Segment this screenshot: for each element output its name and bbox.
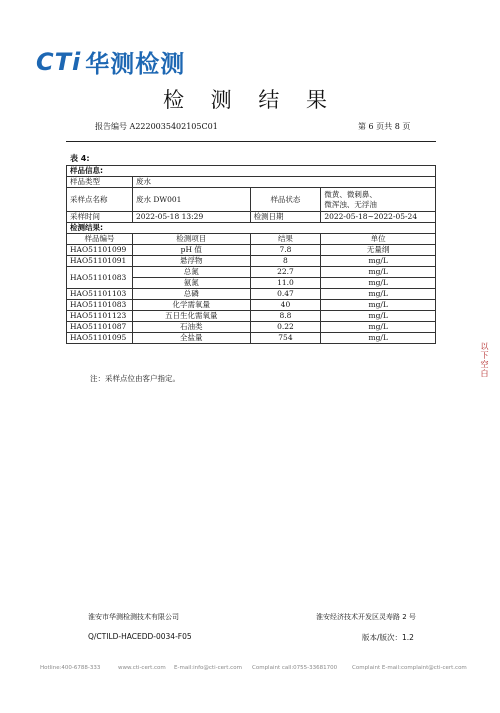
test-result: 8.8 xyxy=(250,311,321,322)
contact-email: E-mail:info@cti-cert.com xyxy=(174,665,242,671)
sample-id: HAO51101091 xyxy=(67,256,133,267)
test-result: 22.7 xyxy=(250,267,321,278)
table-row xyxy=(67,245,436,256)
results-table xyxy=(66,165,436,344)
sample-type-label: 样品类型 xyxy=(67,177,133,188)
sample-id: HAO51101083 xyxy=(67,267,133,289)
sampling-time-row xyxy=(67,212,436,223)
table-row xyxy=(67,289,436,300)
sample-point-label: 采样点名称 xyxy=(67,188,133,212)
test-unit: mg/L xyxy=(321,267,436,278)
sample-type-row xyxy=(67,177,436,188)
column-header: 样品编号 xyxy=(67,234,133,245)
table-row xyxy=(67,333,436,344)
test-item: 总氮 xyxy=(132,267,250,278)
test-item: 石油类 xyxy=(132,322,250,333)
column-header: 单位 xyxy=(321,234,436,245)
test-unit: mg/L xyxy=(321,322,436,333)
sample-id: HAO51101095 xyxy=(67,333,133,344)
logo-mark: CTi xyxy=(36,47,82,76)
table-label: 表 4: xyxy=(70,154,90,163)
table-row xyxy=(67,267,436,278)
test-result: 8 xyxy=(250,256,321,267)
sample-id: HAO51101103 xyxy=(67,289,133,300)
column-header: 检测项目 xyxy=(132,234,250,245)
footer-company: 淮安市华测检测技术有限公司 xyxy=(88,613,179,621)
test-result: 0.47 xyxy=(250,289,321,300)
test-item: 全盐量 xyxy=(132,333,250,344)
test-item: 氨氮 xyxy=(132,278,250,289)
table-row xyxy=(67,300,436,311)
sample-id: HAO51101087 xyxy=(67,322,133,333)
form-version: 版本/版次：1.2 xyxy=(362,633,414,642)
company-logo xyxy=(36,44,185,79)
sample-point-row xyxy=(67,188,436,212)
test-unit: mg/L xyxy=(321,311,436,322)
test-unit: 无量纲 xyxy=(321,245,436,256)
contact-complaint-call: Complaint call:0755-33681700 xyxy=(252,665,338,671)
column-header-row xyxy=(67,234,436,245)
sampling-time-label: 采样时间 xyxy=(67,212,133,223)
sample-state-label: 样品状态 xyxy=(250,188,321,212)
logo-name: 华测检测 xyxy=(85,50,186,78)
test-unit: mg/L xyxy=(321,278,436,289)
test-item: 总磷 xyxy=(132,289,250,300)
blank-below-mark: 以下空白 xyxy=(480,342,489,378)
table-row xyxy=(67,311,436,322)
form-number: Q/CTILD-HACEDD-0034-F05 xyxy=(88,632,192,641)
test-unit: mg/L xyxy=(321,333,436,344)
test-item: 悬浮物 xyxy=(132,256,250,267)
test-date-label: 检测日期 xyxy=(250,212,321,223)
test-result: 754 xyxy=(250,333,321,344)
test-unit: mg/L xyxy=(321,256,436,267)
test-result: 40 xyxy=(250,300,321,311)
test-result: 0.22 xyxy=(250,322,321,333)
contact-complaint-email: Complaint E-mail:complaint@cti-cert.com xyxy=(352,665,467,671)
results-header-row xyxy=(67,223,436,234)
test-item: pH 值 xyxy=(132,245,250,256)
sample-point-value: 废水 DW001 xyxy=(132,188,250,212)
table-row xyxy=(67,256,436,267)
sampling-time-value: 2022-05-18 13:29 xyxy=(132,212,250,223)
test-item: 化学需氧量 xyxy=(132,300,250,311)
sample-info-header-row xyxy=(67,166,436,177)
contact-website: www.cti-cert.com xyxy=(118,665,166,671)
test-item: 五日生化需氧量 xyxy=(132,311,250,322)
test-result: 7.8 xyxy=(250,245,321,256)
test-date-value: 2022-05-18~2022-05-24 xyxy=(321,212,436,223)
sample-id: HAO51101099 xyxy=(67,245,133,256)
sample-id: HAO51101123 xyxy=(67,311,133,322)
results-section: 检测结果: xyxy=(67,223,436,234)
test-unit: mg/L xyxy=(321,289,436,300)
sample-id: HAO51101083 xyxy=(67,300,133,311)
contact-hotline: Hotline:400-6788-333 xyxy=(40,665,101,671)
footer-address: 淮安经济技术开发区灵寿路 2 号 xyxy=(316,613,416,621)
test-result: 11.0 xyxy=(250,278,321,289)
document-title: 检 测 结 果 xyxy=(162,88,338,112)
sample-info-section: 样品信息: xyxy=(67,166,436,177)
sample-state-value xyxy=(321,188,436,212)
test-unit: mg/L xyxy=(321,300,436,311)
sample-state-line-1: 微黄、微刺鼻、 xyxy=(324,189,377,199)
sampling-note: 注：采样点位由客户指定。 xyxy=(90,374,180,383)
sample-type-value: 废水 xyxy=(132,177,435,188)
column-header: 结果 xyxy=(250,234,321,245)
page-number: 第 6 页共 8 页 xyxy=(358,122,411,131)
report-number: 报告编号 A2220035402105C01 xyxy=(95,122,218,131)
sample-state-line-2: 微浑浊、无浮油 xyxy=(324,199,377,209)
header-rule xyxy=(66,141,436,142)
table-row xyxy=(67,322,436,333)
